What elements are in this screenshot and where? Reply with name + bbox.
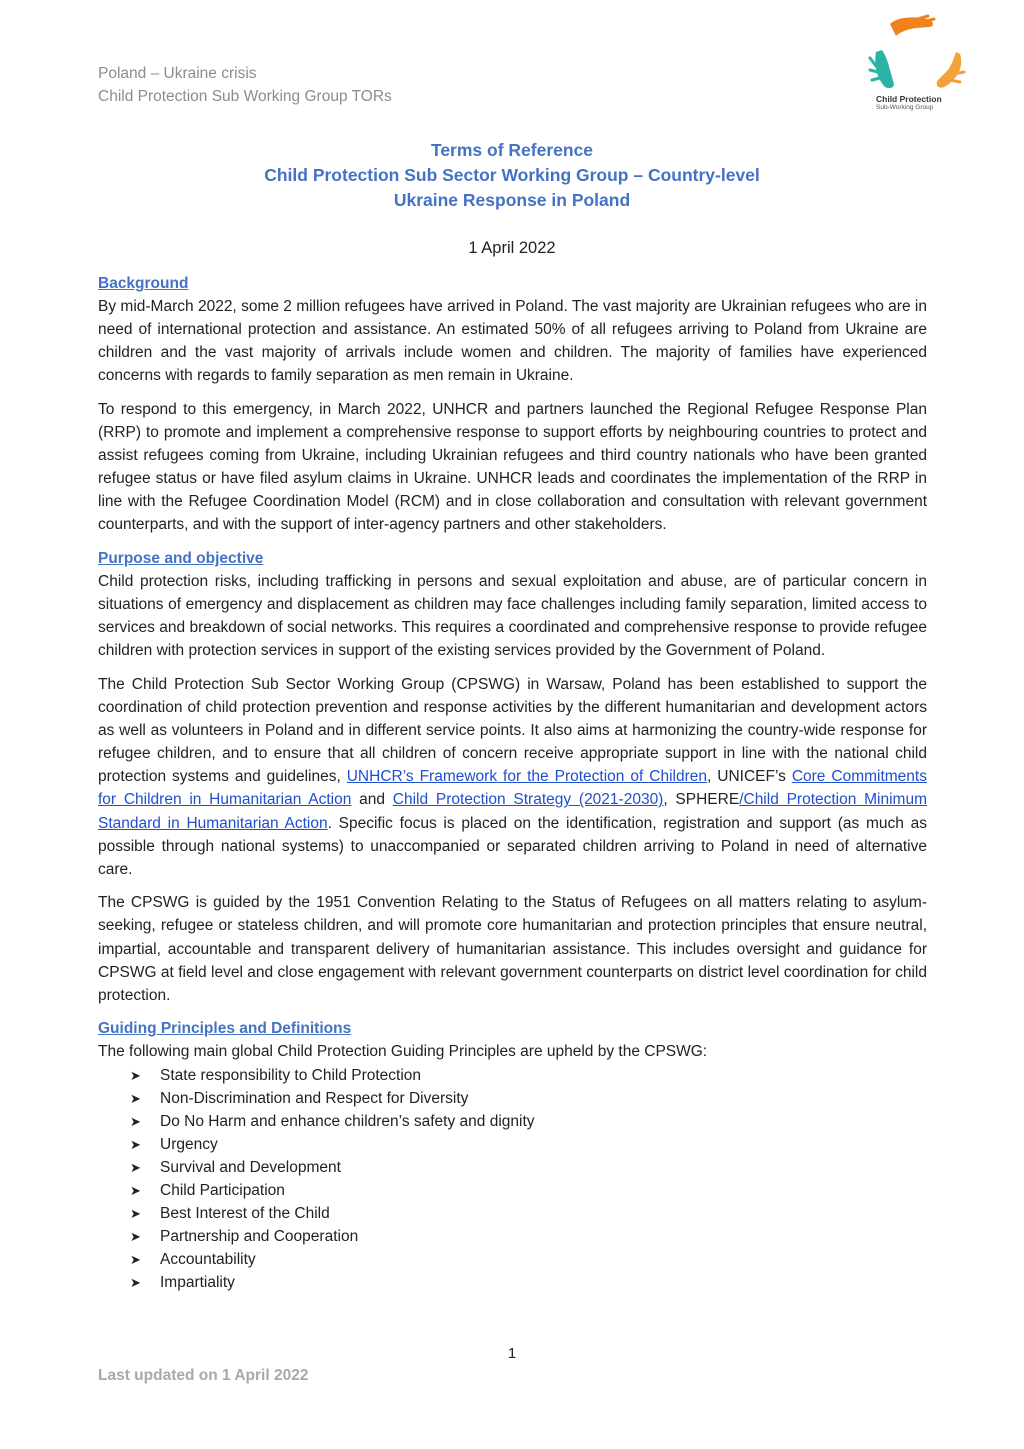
arrow-bullet-icon: ➤ [130, 1206, 141, 1222]
link-unhcr-framework[interactable]: UNHCR’s Framework for the Protection of Children [346, 768, 707, 786]
list-item: ➤ Impartiality [130, 1271, 927, 1294]
purpose-paragraph-3: The CPSWG is guided by the 1951 Convention Relating to the Status of Refugees on all matters relating to asylum-seeking, refugee or stateless children, and will promote core humanitarian and protection principles that ensure neutral, impartial, accountable and transparent delivery of humanitarian assistance. This includes oversight and guidance for CPSWG at field level and close engagement with relevant government counterparts on district level coordination for child protection. [98, 894, 927, 1004]
principles-list [98, 1064, 927, 1295]
arrow-bullet-icon: ➤ [130, 1229, 141, 1245]
list-item: ➤ Best Interest of the Child [130, 1202, 927, 1225]
purpose-p2-text-e: . Specific focus is placed on the identification, registration and support (as much as possible through national systems) to unaccompanied or separated children arriving to Poland in need of alternative care. [98, 814, 927, 878]
arrow-bullet-icon: ➤ [130, 1090, 141, 1106]
document-body [98, 272, 927, 1294]
arrow-bullet-icon: ➤ [130, 1252, 141, 1268]
section-heading-principles: Guiding Principles and Definitions [98, 1020, 352, 1038]
list-item: ➤ Survival and Development [130, 1156, 927, 1179]
logo-text-main: Child Protection [876, 94, 942, 104]
page-footer: Last updated on 1 April 2022 [98, 1367, 309, 1384]
logo-text-sub: Sub-Working Group [876, 104, 934, 111]
header-line-1: Poland – Ukraine crisis [98, 65, 257, 82]
document-date: 1 April 2022 [468, 239, 556, 257]
header-line-2: Child Protection Sub Working Group TORs [98, 88, 392, 105]
title-line-2: Child Protection Sub Sector Working Group – Country-level [264, 165, 760, 185]
purpose-p2-text-b: , UNICEF’s [706, 768, 792, 786]
arrow-bullet-icon: ➤ [130, 1136, 141, 1152]
section-heading-purpose: Purpose and objective [98, 550, 264, 568]
arrow-bullet-icon: ➤ [130, 1275, 141, 1291]
arrow-bullet-icon: ➤ [130, 1067, 141, 1083]
page-number: 1 [507, 1345, 517, 1362]
section-heading-background: Background [98, 275, 189, 292]
link-minimum-standard[interactable]: /Child Protection Minimum Standard in Humanitarian Action [98, 791, 928, 832]
list-item: ➤ Do No Harm and enhance children’s safety and dignity [130, 1110, 927, 1133]
page-header [98, 62, 392, 108]
list-item: ➤ Child Participation [130, 1179, 927, 1202]
purpose-p2-text-d: , SPHERE [663, 791, 740, 809]
title-line-3: Ukraine Response in Poland [393, 190, 631, 210]
purpose-p2-text-a: The Child Protection Sub Sector Working Group (CPSWG) in Warsaw, Poland has been established to support the coordination of child protection prevention and response activities by the different humanitarian and development actors as well as volunteers in Poland and in different service points. It also aims at harmonizing the country-wide response for refugee children, and to ensure that all children of concern receive appropriate support in line with the national child protection systems and guidelines, [98, 676, 927, 786]
list-item: ➤ Non-Discrimination and Respect for Diversity [130, 1087, 927, 1110]
arrow-bullet-icon: ➤ [130, 1182, 141, 1198]
list-item: ➤ Partnership and Cooperation [130, 1225, 927, 1248]
purpose-p2-text-c: and [351, 791, 393, 809]
arrow-bullet-icon: ➤ [130, 1113, 141, 1129]
arrow-bullet-icon: ➤ [130, 1159, 141, 1175]
list-item: ➤ Urgency [130, 1133, 927, 1156]
principles-intro: The following main global Child Protection Guiding Principles are upheld by the CPSWG: [98, 1043, 708, 1061]
purpose-paragraph-2 [98, 673, 927, 881]
link-core-commitments[interactable]: Core Commitments for Children in Humanitarian Action [98, 768, 927, 809]
background-paragraph-2: To respond to this emergency, in March 2022, UNHCR and partners launched the Regional Refugee Response Plan (RRP) to promote and implement a comprehensive response to support efforts by neighbouring countries to protect and assist refugees coming from Ukraine, including Ukrainian refugees and third country nationals who have been granted refugee status or have filed asylum claims in Ukraine. UNHCR leads and coordinates the implementation of the RRP in line with the Refugee Coordination Model (RCM) and in close collaboration and consultation with relevant government counterparts, and with the support of inter-agency partners and other stakeholders. [98, 400, 927, 534]
document-title [0, 138, 1024, 213]
title-line-1: Terms of Reference [430, 140, 594, 160]
list-item: ➤ State responsibility to Child Protection [130, 1064, 927, 1087]
background-paragraph-1: By mid-March 2022, some 2 million refugees have arrived in Poland. The vast majority are Ukrainian refugees who are in need of international protection and assistance. An estimated 50% of all refugees arriving to Poland from Ukraine are children and the vast majority of arrivals include women and children. The majority of families have experienced concerns with regards to family separation as men remain in Ukraine. [98, 298, 927, 385]
purpose-paragraph-1: Child protection risks, including trafficking in persons and sexual exploitation and abuse, are of particular concern in situations of emergency and displacement as children may face challenges including family separation, limited access to services and breakdown of social networks. This requires a coordinated and comprehensive response to provide refugee children with protection services in support of the existing services provided by the Government of Poland. [98, 573, 927, 660]
list-item: ➤ Accountability [130, 1248, 927, 1271]
link-child-protection-strategy[interactable]: Child Protection Strategy (2021-2030) [392, 791, 664, 809]
